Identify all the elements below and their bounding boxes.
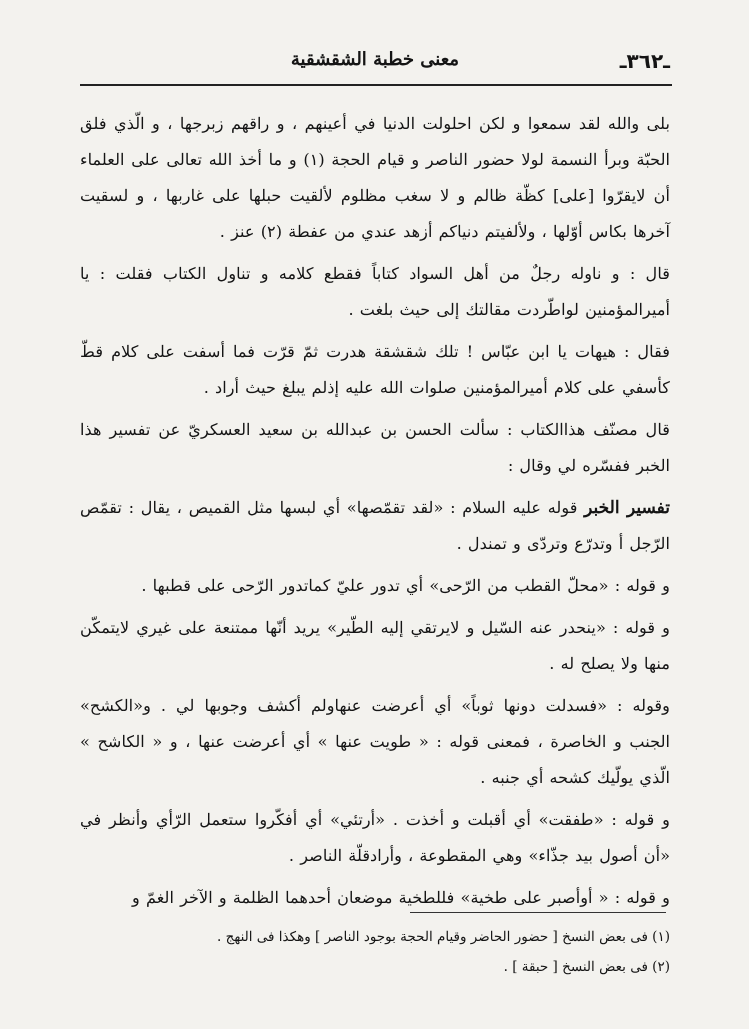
footnotes: [80, 922, 670, 982]
paragraph: و قوله : «طفقت» أي أقبلت و أخذت . «أرتئي» أي أفكّروا ستعمل الرّأي وأنظر في «أن أصول بيد جذّاء» وهي المقطوعة ، وأرادقلّة الناصر .: [80, 810, 670, 865]
paragraph: قال : و ناوله رجلٌ من أهل السواد كتاباً فقطع كلامه و تناول الكتاب فقلت : يا أميرالمؤمنين لواطّردت مقالتك إلى حيث بلغت .: [80, 264, 670, 319]
paragraph: و قوله : «محلّ القطب من الرّحى» أي تدور عليّ كماتدور الرّحى على قطبها .: [141, 576, 670, 595]
paragraph: فقال : هيهات يا ابن عبّاس ! تلك شقشقة هدرت ثمّ قرّت فما أسفت على كلام قطّ كأسفي على كلام أميرالمؤمنين صلوات الله عليه إذلم يبلغ حيث أراد .: [80, 342, 670, 397]
paragraph-with-heading: [80, 490, 670, 562]
paragraph-text: قوله عليه السلام : «لقد تقمّصها» أي لبسها مثل القميص ، يقال : تقمّص الرّجل أ وتدرّع وتردّى و تمندل .: [80, 498, 670, 553]
page-number: ـ٣٦٢ـ: [619, 49, 670, 73]
page-header: [80, 45, 670, 77]
paragraph: وقوله : «فسدلت دونها ثوباً» أي أعرضت عنهاولم أكشف وجوبها لي . و«الكشح» الجنب و الخاصرة ، فمعنى قوله : « طويت عنها » أي أعرضت عنها ، و « الكاشح » الّذي يولّيك كشحه أي جنبه .: [80, 696, 670, 787]
paragraph: قال مصنّف هذاالكتاب : سألت الحسن بن عبدالله بن سعيد العسكريّ عن تفسير هذا الخبر ففسّره لي وقال :: [80, 420, 670, 475]
footnote: (٢) فى بعض النسخ [ حبقة ] .: [503, 959, 670, 975]
paragraph: و قوله : « أوأصبر على طخية» فللطخية موضعان أحدهما الظلمة و الآخر الغمّ و: [131, 888, 670, 907]
paragraph: بلى والله لقد سمعوا و لكن احلولت الدنيا في أعينهم ، و راقهم زبرجها ، و الّذي فلق الحبّة وبرأ النسمة لولا حضور الناصر و قيام الحجة (١) و ما أخذ الله تعالى على العلماء أن لايقرّوا [على] كظّة ظالم و لا سغب مظلوم لألقيت حبلها على غاربها ، و لسقيت آخرها بكاس أوّلها ، ولألفيتم دنياكم أزهد عندي من عفطة (٢) عنز .: [80, 114, 671, 241]
section-heading: تفسير الخبر: [584, 498, 671, 518]
page-title: معنى خطبة الشقشقية: [290, 49, 460, 70]
header-rule: [80, 84, 672, 86]
footnote: (١) فى بعض النسخ [ حضور الحاضر وقيام الحجة بوجود الناصر ] وهكذا فى النهج .: [217, 929, 670, 945]
body-text: [80, 106, 670, 916]
paragraph: و قوله : «ينحدر عنه السّيل و لايرتقي إليه الطّير» يريد أنّها ممتنعة على غيري لايتمكّن منها ولا يصلح له .: [80, 618, 670, 673]
footnote-rule: [410, 912, 666, 913]
